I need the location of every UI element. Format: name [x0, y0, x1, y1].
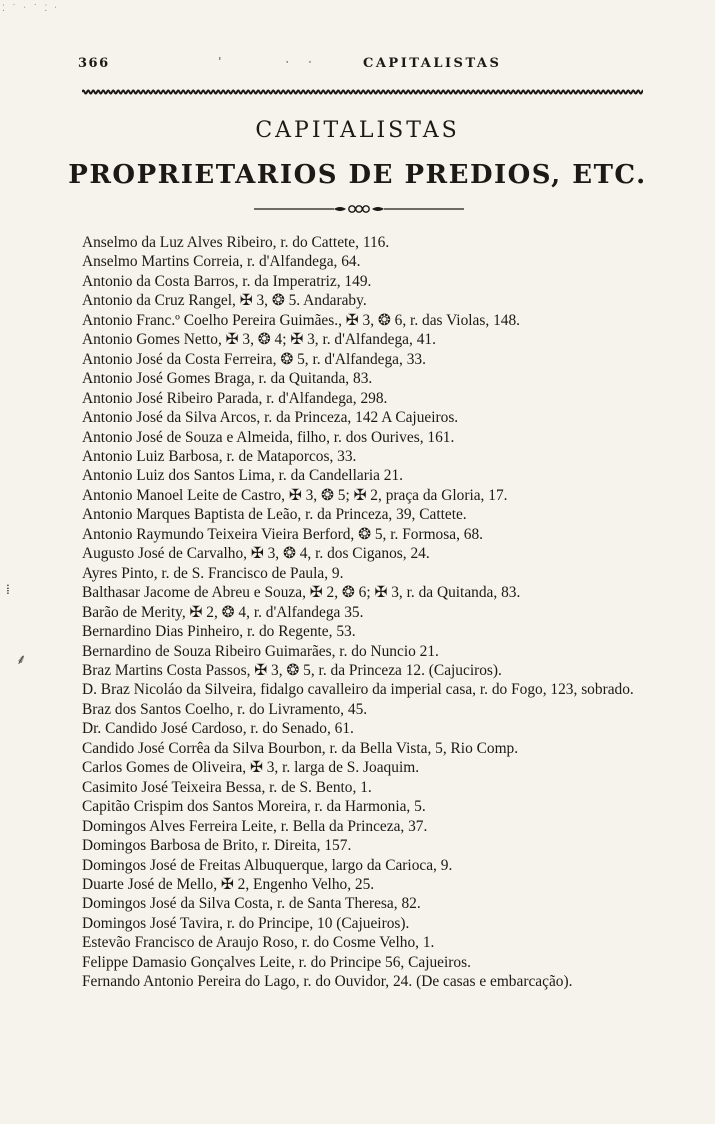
- scan-artifacts: ⁚ ˙ ˑ ˙ ⁚ ˑ: [2, 4, 60, 14]
- directory-entry: Casimito José Teixeira Bessa, r. de S. Bento, 1.: [82, 778, 372, 796]
- header-specks: ˈ ˑ ˑ: [218, 56, 314, 71]
- directory-entry: Antonio Raymundo Teixeira Vieira Berford, ❂ 5, r. Formosa, 68.: [82, 525, 484, 543]
- directory-entry: Antonio Franc.º Coelho Pereira Guimães., ✠ 3, ❂ 6, r. das Violas, 148.: [82, 311, 521, 329]
- directory-entry: Carlos Gomes de Oliveira, ✠ 3, r. larga de S. Joaquim.: [82, 759, 420, 777]
- directory-entry: Antonio Luiz dos Santos Lima, r. da Candellaria 21.: [82, 467, 404, 485]
- directory-entry: Fernando Antonio Pereira do Lago, r. do Ouvidor, 24. (De casas e embarcação).: [82, 973, 573, 991]
- directory-entry: Antonio Luiz Barbosa, r. de Mataporcos, 33.: [82, 447, 357, 465]
- directory-entry: Ayres Pinto, r. de S. Francisco de Paula, 9.: [82, 564, 344, 582]
- directory-entry: Domingos Barbosa de Brito, r. Direita, 157.: [82, 837, 352, 855]
- directory-list: [82, 233, 652, 992]
- directory-entry: Bernardino Dias Pinheiro, r. do Regente, 53.: [82, 623, 356, 641]
- directory-entry: Braz Martins Costa Passos, ✠ 3, ❂ 5, r. da Princeza 12. (Cajuciros).: [82, 661, 502, 679]
- directory-entry: Balthasar Jacome de Abreu e Souza, ✠ 2, ❂ 6; ✠ 3, r. da Quitanda, 83.: [82, 584, 521, 602]
- directory-entry: Antonio José de Souza e Almeida, filho, r. dos Ourives, 161.: [82, 428, 455, 446]
- section-subtitle: PROPRIETARIOS DE PREDIOS, ETC.: [68, 160, 647, 190]
- directory-entry: Braz dos Santos Coelho, r. do Livramento, 45.: [82, 700, 368, 718]
- directory-entry: Candido José Corrêa da Silva Bourbon, r. da Bella Vista, 5, Rio Comp.: [82, 739, 519, 757]
- directory-entry: Antonio José Ribeiro Parada, r. d'Alfandega, 298.: [82, 389, 388, 407]
- directory-entry: Estevão Francisco de Araujo Roso, r. do Cosme Velho, 1.: [82, 934, 435, 952]
- page-number: 366: [78, 56, 110, 71]
- directory-entry: Antonio José Gomes Braga, r. da Quitanda, 83.: [82, 370, 373, 388]
- directory-entry: Anselmo da Luz Alves Ribeiro, r. do Cattete, 116.: [82, 234, 390, 251]
- directory-entry: Duarte José de Mello, ✠ 2, Engenho Velho, 25.: [82, 875, 375, 893]
- directory-entry: Antonio Gomes Netto, ✠ 3, ❂ 4; ✠ 3, r. d'Alfandega, 41.: [82, 331, 436, 349]
- directory-entry: Capitão Crispim dos Santos Moreira, r. da Harmonia, 5.: [82, 798, 426, 816]
- directory-entry: Domingos José de Freitas Albuquerque, largo da Carioca, 9.: [82, 856, 453, 874]
- directory-entry: Augusto José de Carvalho, ✠ 3, ❂ 4, r. dos Ciganos, 24.: [82, 545, 430, 563]
- margin-mark: ⸙: [16, 652, 27, 668]
- directory-entry: Antonio José da Costa Ferreira, ❂ 5, r. d'Alfandega, 33.: [82, 350, 426, 368]
- wavy-rule-divider: [82, 86, 643, 98]
- margin-mark: ⁞: [6, 582, 10, 598]
- directory-entry: Anselmo Martins Correia, r. d'Alfandega, 64.: [82, 253, 361, 271]
- directory-entry: Felippe Damasio Gonçalves Leite, r. do Principe 56, Cajueiros.: [82, 953, 471, 971]
- directory-entry: Domingos José Tavira, r. do Principe, 10 (Cajueiros).: [82, 914, 410, 932]
- directory-entry: Antonio da Cruz Rangel, ✠ 3, ❂ 5. Andaraby.: [82, 292, 367, 310]
- directory-entry: Antonio Marques Baptista de Leão, r. da Princeza, 39, Cattete.: [82, 506, 467, 524]
- directory-entry: Dr. Candido José Cardoso, r. do Senado, 61.: [82, 720, 354, 738]
- directory-entry: Bernardino de Souza Ribeiro Guimarães, r. do Nuncio 21.: [82, 642, 439, 660]
- directory-entry: Antonio José da Silva Arcos, r. da Princeza, 142 A Cajueiros.: [82, 409, 459, 427]
- section-title: CAPITALISTAS: [255, 118, 460, 143]
- directory-entry: Antonio da Costa Barros, r. da Imperatriz, 149.: [82, 272, 372, 290]
- running-title: CAPITALISTAS: [363, 56, 502, 71]
- directory-entry: Antonio Manoel Leite de Castro, ✠ 3, ❂ 5; ✠ 2, praça da Gloria, 17.: [82, 486, 508, 504]
- directory-entry: Barão de Merity, ✠ 2, ❂ 4, r. d'Alfandega 35.: [82, 603, 364, 621]
- directory-entry: Domingos José da Silva Costa, r. de Santa Theresa, 82.: [82, 895, 421, 913]
- ornamental-rule: [254, 203, 464, 215]
- running-header: [78, 56, 643, 76]
- directory-entry: Domingos Alves Ferreira Leite, r. Bella da Princeza, 37.: [82, 817, 428, 835]
- directory-entry: D. Braz Nicoláo da Silveira, fidalgo cavalleiro da imperial casa, r. do Fogo, 123, sobrado.: [82, 681, 634, 699]
